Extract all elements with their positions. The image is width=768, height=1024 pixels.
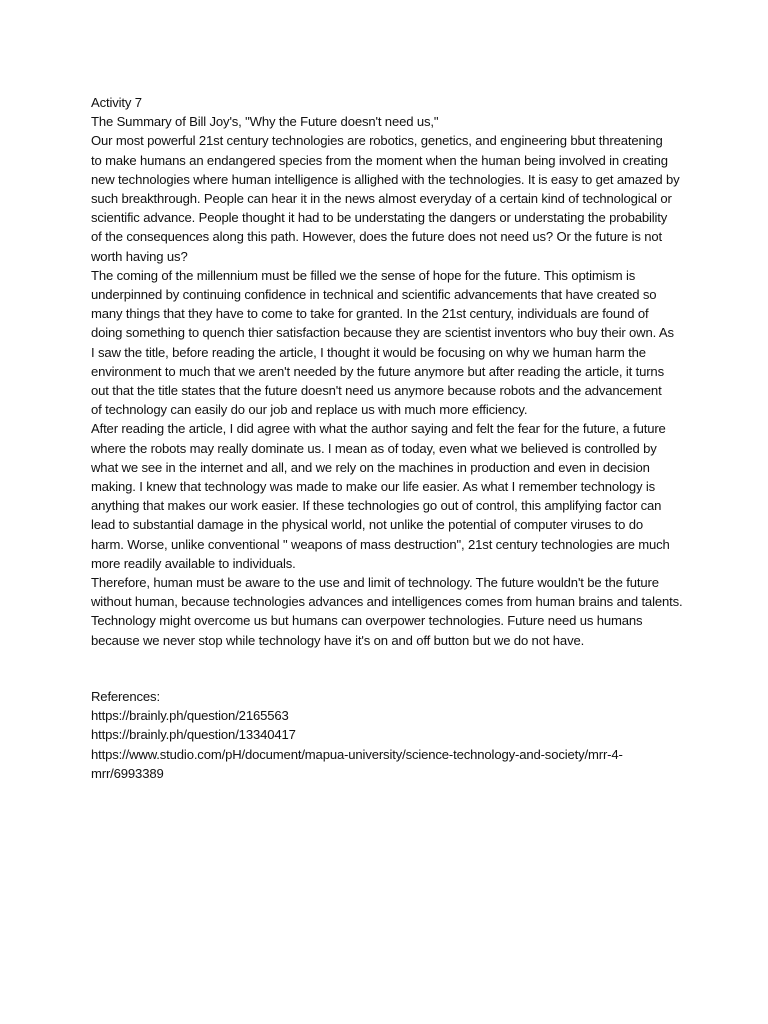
paragraph-line: because we never stop while technology have it's on and off button but we do not have.	[91, 632, 585, 648]
paragraph-line: such breakthrough. People can hear it in the news almost everyday of a certain kind of technological or	[91, 191, 672, 207]
document-title: The Summary of Bill Joy's, "Why the Future doesn't need us,"	[91, 114, 439, 130]
reference-url[interactable]	[91, 706, 679, 725]
paragraph-line: without human, because technologies advances and intelligences comes from human brains and talents.	[91, 594, 683, 610]
paragraph-line: of the consequences along this path. However, does the future does not need us? Or the future is not	[91, 229, 662, 245]
reference-line[interactable]: https://brainly.ph/question/13340417	[91, 727, 296, 743]
paragraph-line: where the robots may really dominate us. I mean as of today, even what we believed is controlled by	[91, 440, 657, 456]
paragraph-2	[91, 266, 679, 420]
paragraph-line: Technology might overcome us but humans can overpower technologies. Future need us humans	[91, 613, 643, 629]
reference-line[interactable]: https://brainly.ph/question/2165563	[91, 708, 289, 724]
paragraph-line: The coming of the millennium must be filled we the sense of hope for the future. This optimism is	[91, 267, 636, 283]
paragraph-line: worth having us?	[91, 248, 188, 264]
paragraph-line: anything that makes our work easier. If these technologies go out of control, this amplifying factor can	[91, 498, 662, 514]
paragraph-line: making. I knew that technology was made to make our life easier. As what I remember technology is	[91, 479, 656, 495]
paragraph-line: I saw the title, before reading the article, I thought it would be focusing on why we human harm the	[91, 344, 646, 360]
reference-url[interactable]	[91, 745, 679, 783]
paragraph-line: new technologies where human intelligence is allighed with the technologies. It is easy to get amazed by	[91, 171, 680, 187]
paragraph-line: out that the title states that the future doesn't need us anymore because robots and the advancement	[91, 383, 662, 399]
paragraph-line: Our most powerful 21st century technologies are robotics, genetics, and engineering bbut threatening	[91, 133, 663, 149]
paragraph-line: more readily available to individuals.	[91, 555, 296, 571]
paragraph-line: what we see in the internet and all, and we rely on the machines in production and even in decision	[91, 459, 650, 475]
paragraph-line: After reading the article, I did agree with what the author saying and felt the fear for the future, a future	[91, 421, 666, 437]
reference-link[interactable]	[91, 745, 679, 783]
reference-link[interactable]	[91, 706, 679, 725]
paragraph-4	[91, 573, 683, 650]
blank-space	[91, 650, 679, 687]
paragraph-line: Therefore, human must be aware to the use and limit of technology. The future wouldn't be the future	[91, 575, 659, 591]
paragraph-line: many things that they have to come to take for granted. In the 21st century, individuals are found of	[91, 306, 649, 322]
references-heading: References:	[91, 688, 160, 704]
paragraph-line: underpinned by continuing confidence in technical and scientific advancements that have created so	[91, 287, 657, 303]
paragraph-line: of technology can easily do our job and replace us with much more efficiency.	[91, 402, 528, 418]
paragraph-line: doing something to quench thier satisfaction because they are scientist inventors who buy their own. As	[91, 325, 674, 341]
document-page	[91, 93, 683, 783]
paragraph-3	[91, 419, 679, 573]
paragraph-line: lead to substantial damage in the physical world, not unlike the potential of computer viruses to do	[91, 517, 644, 533]
activity-label: Activity 7	[91, 95, 142, 110]
paragraph-line: harm. Worse, unlike conventional " weapons of mass destruction", 21st century technologies are much	[91, 536, 670, 552]
reference-url[interactable]	[91, 725, 679, 744]
paragraph-1	[91, 131, 679, 265]
paragraph-line: to make humans an endangered species from the moment when the human being involved in creating	[91, 152, 668, 168]
reference-line[interactable]: mrr/6993389	[91, 765, 164, 781]
reference-link[interactable]	[91, 725, 679, 744]
paragraph-line: scientific advance. People thought it had to be understating the dangers or understating the probability	[91, 210, 668, 226]
paragraph-line: environment to much that we aren't needed by the future anymore but after reading the article, it turns	[91, 363, 664, 379]
reference-line[interactable]: https://www.studio.com/pH/document/mapua-university/science-technology-and-society/mrr-4-	[91, 746, 623, 762]
